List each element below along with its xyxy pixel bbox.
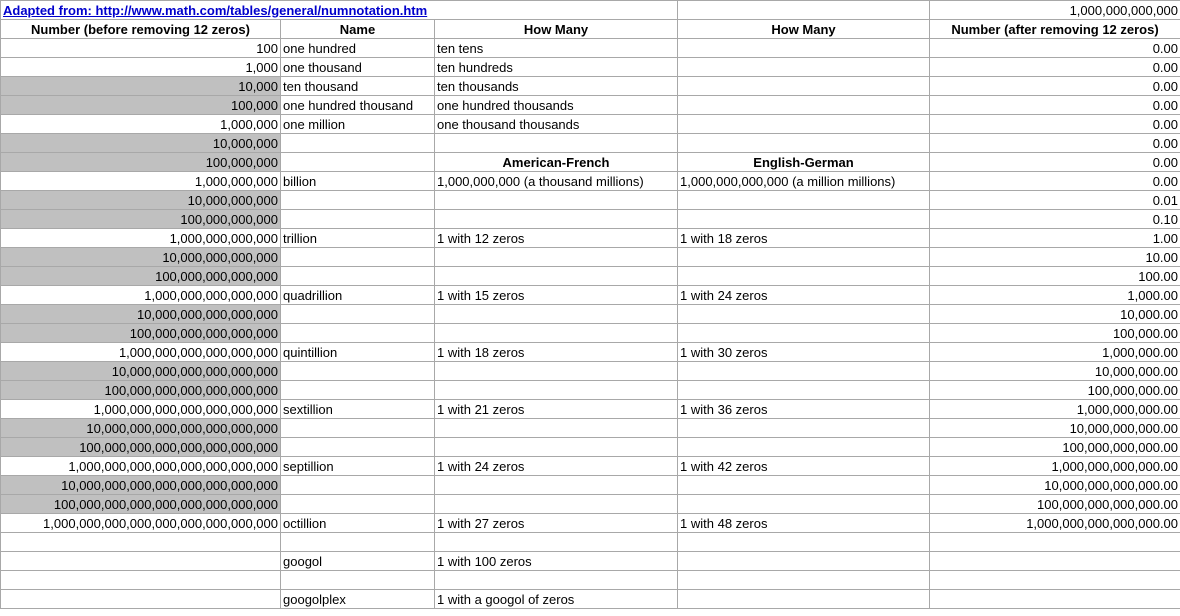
how-many-2-cell[interactable] [678, 39, 930, 58]
name-cell[interactable] [281, 419, 435, 438]
number-after-cell[interactable]: 1,000.00 [930, 286, 1180, 305]
name-cell[interactable] [281, 267, 435, 286]
how-many-2-cell[interactable] [678, 134, 930, 153]
how-many-2-cell[interactable] [678, 248, 930, 267]
name-cell[interactable] [281, 476, 435, 495]
table-row [1, 495, 1180, 514]
number-before-cell[interactable] [1, 590, 281, 609]
table-row [1, 476, 1180, 495]
how-many-2-cell[interactable]: 1 with 30 zeros [678, 343, 930, 362]
how-many-2-cell[interactable] [678, 77, 930, 96]
how-many-2-cell[interactable] [678, 590, 930, 609]
how-many-cell[interactable] [435, 476, 678, 495]
name-cell[interactable] [281, 153, 435, 172]
table-row [1, 419, 1180, 438]
number-before-cell[interactable]: 100,000 [1, 96, 281, 115]
how-many-cell[interactable] [435, 305, 678, 324]
table-row [1, 286, 1180, 305]
how-many-cell[interactable]: 1 with 100 zeros [435, 552, 678, 571]
how-many-cell[interactable]: 1 with 15 zeros [435, 286, 678, 305]
number-after-cell[interactable]: 10,000,000.00 [930, 362, 1180, 381]
number-after-cell[interactable]: 0.00 [930, 77, 1180, 96]
table-row [1, 362, 1180, 381]
name-cell[interactable]: one hundred [281, 39, 435, 58]
number-before-cell[interactable]: 1,000,000,000,000 [1, 229, 281, 248]
how-many-cell[interactable] [435, 438, 678, 457]
number-before-cell[interactable]: 1,000,000,000,000,000 [1, 286, 281, 305]
number-before-cell[interactable]: 10,000 [1, 77, 281, 96]
top-right-value[interactable]: 1,000,000,000,000 [930, 1, 1180, 20]
name-cell[interactable] [281, 324, 435, 343]
how-many-2-cell[interactable] [678, 115, 930, 134]
how-many-2-cell[interactable] [678, 419, 930, 438]
how-many-2-cell[interactable] [678, 381, 930, 400]
number-before-cell[interactable]: 10,000,000,000,000 [1, 248, 281, 267]
how-many-cell[interactable]: 1 with 12 zeros [435, 229, 678, 248]
how-many-2-cell[interactable] [678, 362, 930, 381]
name-cell[interactable]: one million [281, 115, 435, 134]
number-after-cell[interactable]: 1.00 [930, 229, 1180, 248]
how-many-cell[interactable]: one thousand thousands [435, 115, 678, 134]
number-before-cell[interactable]: 100,000,000,000,000 [1, 267, 281, 286]
how-many-2-cell[interactable] [678, 552, 930, 571]
column-header-row [1, 20, 1180, 39]
how-many-2-cell[interactable] [678, 533, 930, 552]
how-many-2-cell[interactable] [678, 495, 930, 514]
name-cell[interactable] [281, 305, 435, 324]
table-row [1, 153, 1180, 172]
name-cell[interactable] [281, 381, 435, 400]
number-after-cell[interactable]: 10,000,000,000,000.00 [930, 476, 1180, 495]
number-after-cell[interactable]: 0.10 [930, 210, 1180, 229]
number-before-cell[interactable] [1, 533, 281, 552]
table-row [1, 571, 1180, 590]
how-many-2-cell[interactable] [678, 267, 930, 286]
how-many-2-cell[interactable] [678, 571, 930, 590]
table-row [1, 172, 1180, 191]
how-many-cell[interactable] [435, 533, 678, 552]
how-many-cell[interactable] [435, 191, 678, 210]
name-cell[interactable]: googol [281, 552, 435, 571]
table-row [1, 438, 1180, 457]
number-after-cell[interactable]: 100,000,000,000.00 [930, 438, 1180, 457]
name-cell[interactable] [281, 210, 435, 229]
how-many-cell[interactable]: 1 with a googol of zeros [435, 590, 678, 609]
how-many-cell[interactable]: 1 with 24 zeros [435, 457, 678, 476]
how-many-2-cell[interactable]: 1,000,000,000,000 (a million millions) [678, 172, 930, 191]
how-many-2-cell[interactable]: 1 with 48 zeros [678, 514, 930, 533]
american-french-header[interactable]: American-French [435, 153, 678, 172]
name-cell[interactable]: sextillion [281, 400, 435, 419]
how-many-2-cell[interactable] [678, 305, 930, 324]
number-after-cell[interactable]: 10.00 [930, 248, 1180, 267]
number-before-cell[interactable]: 100,000,000 [1, 153, 281, 172]
number-after-cell[interactable]: 1,000,000,000.00 [930, 400, 1180, 419]
number-after-cell[interactable]: 100,000.00 [930, 324, 1180, 343]
number-before-cell[interactable]: 1,000,000,000,000,000,000,000 [1, 400, 281, 419]
table-row [1, 400, 1180, 419]
col-header-how-many-2[interactable]: How Many [678, 20, 930, 39]
table-row [1, 533, 1180, 552]
table-row [1, 552, 1180, 571]
name-cell[interactable] [281, 533, 435, 552]
name-cell[interactable]: quadrillion [281, 286, 435, 305]
col-header-how-many[interactable]: How Many [435, 20, 678, 39]
table-row [1, 39, 1180, 58]
number-before-cell[interactable]: 1,000,000,000,000,000,000 [1, 343, 281, 362]
number-before-cell[interactable]: 10,000,000,000,000,000,000,000,000 [1, 476, 281, 495]
how-many-cell[interactable]: ten hundreds [435, 58, 678, 77]
how-many-cell[interactable] [435, 134, 678, 153]
table-row [1, 115, 1180, 134]
number-after-cell[interactable]: 1,000,000.00 [930, 343, 1180, 362]
table-row [1, 381, 1180, 400]
how-many-2-cell[interactable] [678, 438, 930, 457]
number-after-cell[interactable] [930, 590, 1180, 609]
name-cell[interactable]: one thousand [281, 58, 435, 77]
how-many-cell[interactable] [435, 267, 678, 286]
name-cell[interactable] [281, 495, 435, 514]
number-after-cell[interactable]: 100,000,000.00 [930, 381, 1180, 400]
table-row [1, 134, 1180, 153]
table-row [1, 58, 1180, 77]
col-header-before[interactable]: Number (before removing 12 zeros) [1, 20, 281, 39]
name-cell[interactable]: billion [281, 172, 435, 191]
table-row [1, 590, 1180, 609]
table-row [1, 229, 1180, 248]
name-cell[interactable] [281, 571, 435, 590]
how-many-2-cell[interactable] [678, 96, 930, 115]
number-after-cell[interactable] [930, 552, 1180, 571]
source-link[interactable]: Adapted from: http://www.math.com/tables/general/numnotation.htm [1, 1, 678, 20]
name-cell[interactable] [281, 134, 435, 153]
number-after-cell[interactable]: 0.01 [930, 191, 1180, 210]
number-before-cell[interactable]: 10,000,000,000 [1, 191, 281, 210]
how-many-2-cell[interactable]: 1 with 36 zeros [678, 400, 930, 419]
number-after-cell[interactable]: 0.00 [930, 39, 1180, 58]
number-before-cell[interactable]: 10,000,000 [1, 134, 281, 153]
number-after-cell[interactable]: 100.00 [930, 267, 1180, 286]
number-before-cell[interactable]: 100,000,000,000,000,000,000,000,000 [1, 495, 281, 514]
how-many-cell[interactable] [435, 324, 678, 343]
number-after-cell[interactable] [930, 571, 1180, 590]
col-header-after[interactable]: Number (after removing 12 zeros) [930, 20, 1180, 39]
how-many-cell[interactable] [435, 571, 678, 590]
table-row [1, 267, 1180, 286]
col-header-name[interactable]: Name [281, 20, 435, 39]
table-row [1, 96, 1180, 115]
number-after-cell[interactable] [930, 533, 1180, 552]
name-cell[interactable]: trillion [281, 229, 435, 248]
number-after-cell[interactable]: 100,000,000,000,000.00 [930, 495, 1180, 514]
source-row [1, 1, 1180, 20]
table-row [1, 457, 1180, 476]
how-many-cell[interactable] [435, 495, 678, 514]
name-cell[interactable]: one hundred thousand [281, 96, 435, 115]
name-cell[interactable]: ten thousand [281, 77, 435, 96]
number-after-cell[interactable]: 0.00 [930, 134, 1180, 153]
number-after-cell[interactable]: 1,000,000,000,000,000.00 [930, 514, 1180, 533]
table-row [1, 324, 1180, 343]
how-many-cell[interactable] [435, 381, 678, 400]
number-before-cell[interactable]: 100 [1, 39, 281, 58]
name-cell[interactable]: septillion [281, 457, 435, 476]
number-before-cell[interactable]: 1,000,000 [1, 115, 281, 134]
number-before-cell[interactable]: 100,000,000,000,000,000,000 [1, 381, 281, 400]
number-before-cell[interactable]: 10,000,000,000,000,000,000,000 [1, 419, 281, 438]
number-before-cell[interactable]: 100,000,000,000,000,000 [1, 324, 281, 343]
how-many-2-cell[interactable] [678, 324, 930, 343]
how-many-cell[interactable]: ten tens [435, 39, 678, 58]
how-many-cell[interactable] [435, 362, 678, 381]
number-after-cell[interactable]: 0.00 [930, 58, 1180, 77]
table-row [1, 77, 1180, 96]
how-many-cell[interactable]: 1,000,000,000 (a thousand millions) [435, 172, 678, 191]
name-cell[interactable] [281, 362, 435, 381]
number-before-cell[interactable]: 100,000,000,000 [1, 210, 281, 229]
how-many-cell[interactable]: 1 with 21 zeros [435, 400, 678, 419]
name-cell[interactable]: googolplex [281, 590, 435, 609]
name-cell[interactable] [281, 191, 435, 210]
empty-cell[interactable] [678, 1, 930, 20]
table-row [1, 210, 1180, 229]
number-after-cell[interactable]: 10,000,000,000.00 [930, 419, 1180, 438]
number-before-cell[interactable] [1, 571, 281, 590]
how-many-cell[interactable]: 1 with 27 zeros [435, 514, 678, 533]
name-cell[interactable] [281, 248, 435, 267]
number-before-cell[interactable]: 10,000,000,000,000,000,000 [1, 362, 281, 381]
number-after-cell[interactable]: 10,000.00 [930, 305, 1180, 324]
how-many-2-cell[interactable] [678, 58, 930, 77]
how-many-cell[interactable]: 1 with 18 zeros [435, 343, 678, 362]
how-many-2-cell[interactable] [678, 210, 930, 229]
how-many-2-cell[interactable]: 1 with 42 zeros [678, 457, 930, 476]
number-before-cell[interactable] [1, 552, 281, 571]
how-many-cell[interactable] [435, 248, 678, 267]
number-before-cell[interactable]: 1,000,000,000,000,000,000,000,000,000 [1, 514, 281, 533]
how-many-cell[interactable]: one hundred thousands [435, 96, 678, 115]
how-many-cell[interactable]: ten thousands [435, 77, 678, 96]
how-many-cell[interactable] [435, 210, 678, 229]
number-before-cell[interactable]: 1,000 [1, 58, 281, 77]
english-german-header[interactable]: English-German [678, 153, 930, 172]
number-after-cell[interactable]: 1,000,000,000,000.00 [930, 457, 1180, 476]
table-row [1, 343, 1180, 362]
name-cell[interactable]: quintillion [281, 343, 435, 362]
number-before-cell[interactable]: 1,000,000,000,000,000,000,000,000 [1, 457, 281, 476]
number-before-cell[interactable]: 1,000,000,000 [1, 172, 281, 191]
how-many-2-cell[interactable]: 1 with 24 zeros [678, 286, 930, 305]
table-row [1, 514, 1180, 533]
number-before-cell[interactable]: 100,000,000,000,000,000,000,000 [1, 438, 281, 457]
how-many-2-cell[interactable]: 1 with 18 zeros [678, 229, 930, 248]
table-row [1, 248, 1180, 267]
table-row [1, 305, 1180, 324]
how-many-cell[interactable] [435, 419, 678, 438]
table-row [1, 191, 1180, 210]
number-after-cell[interactable]: 0.00 [930, 172, 1180, 191]
number-after-cell[interactable]: 0.00 [930, 115, 1180, 134]
name-cell[interactable]: octillion [281, 514, 435, 533]
number-after-cell[interactable]: 0.00 [930, 153, 1180, 172]
name-cell[interactable] [281, 438, 435, 457]
how-many-2-cell[interactable] [678, 191, 930, 210]
how-many-2-cell[interactable] [678, 476, 930, 495]
number-before-cell[interactable]: 10,000,000,000,000,000 [1, 305, 281, 324]
number-after-cell[interactable]: 0.00 [930, 96, 1180, 115]
